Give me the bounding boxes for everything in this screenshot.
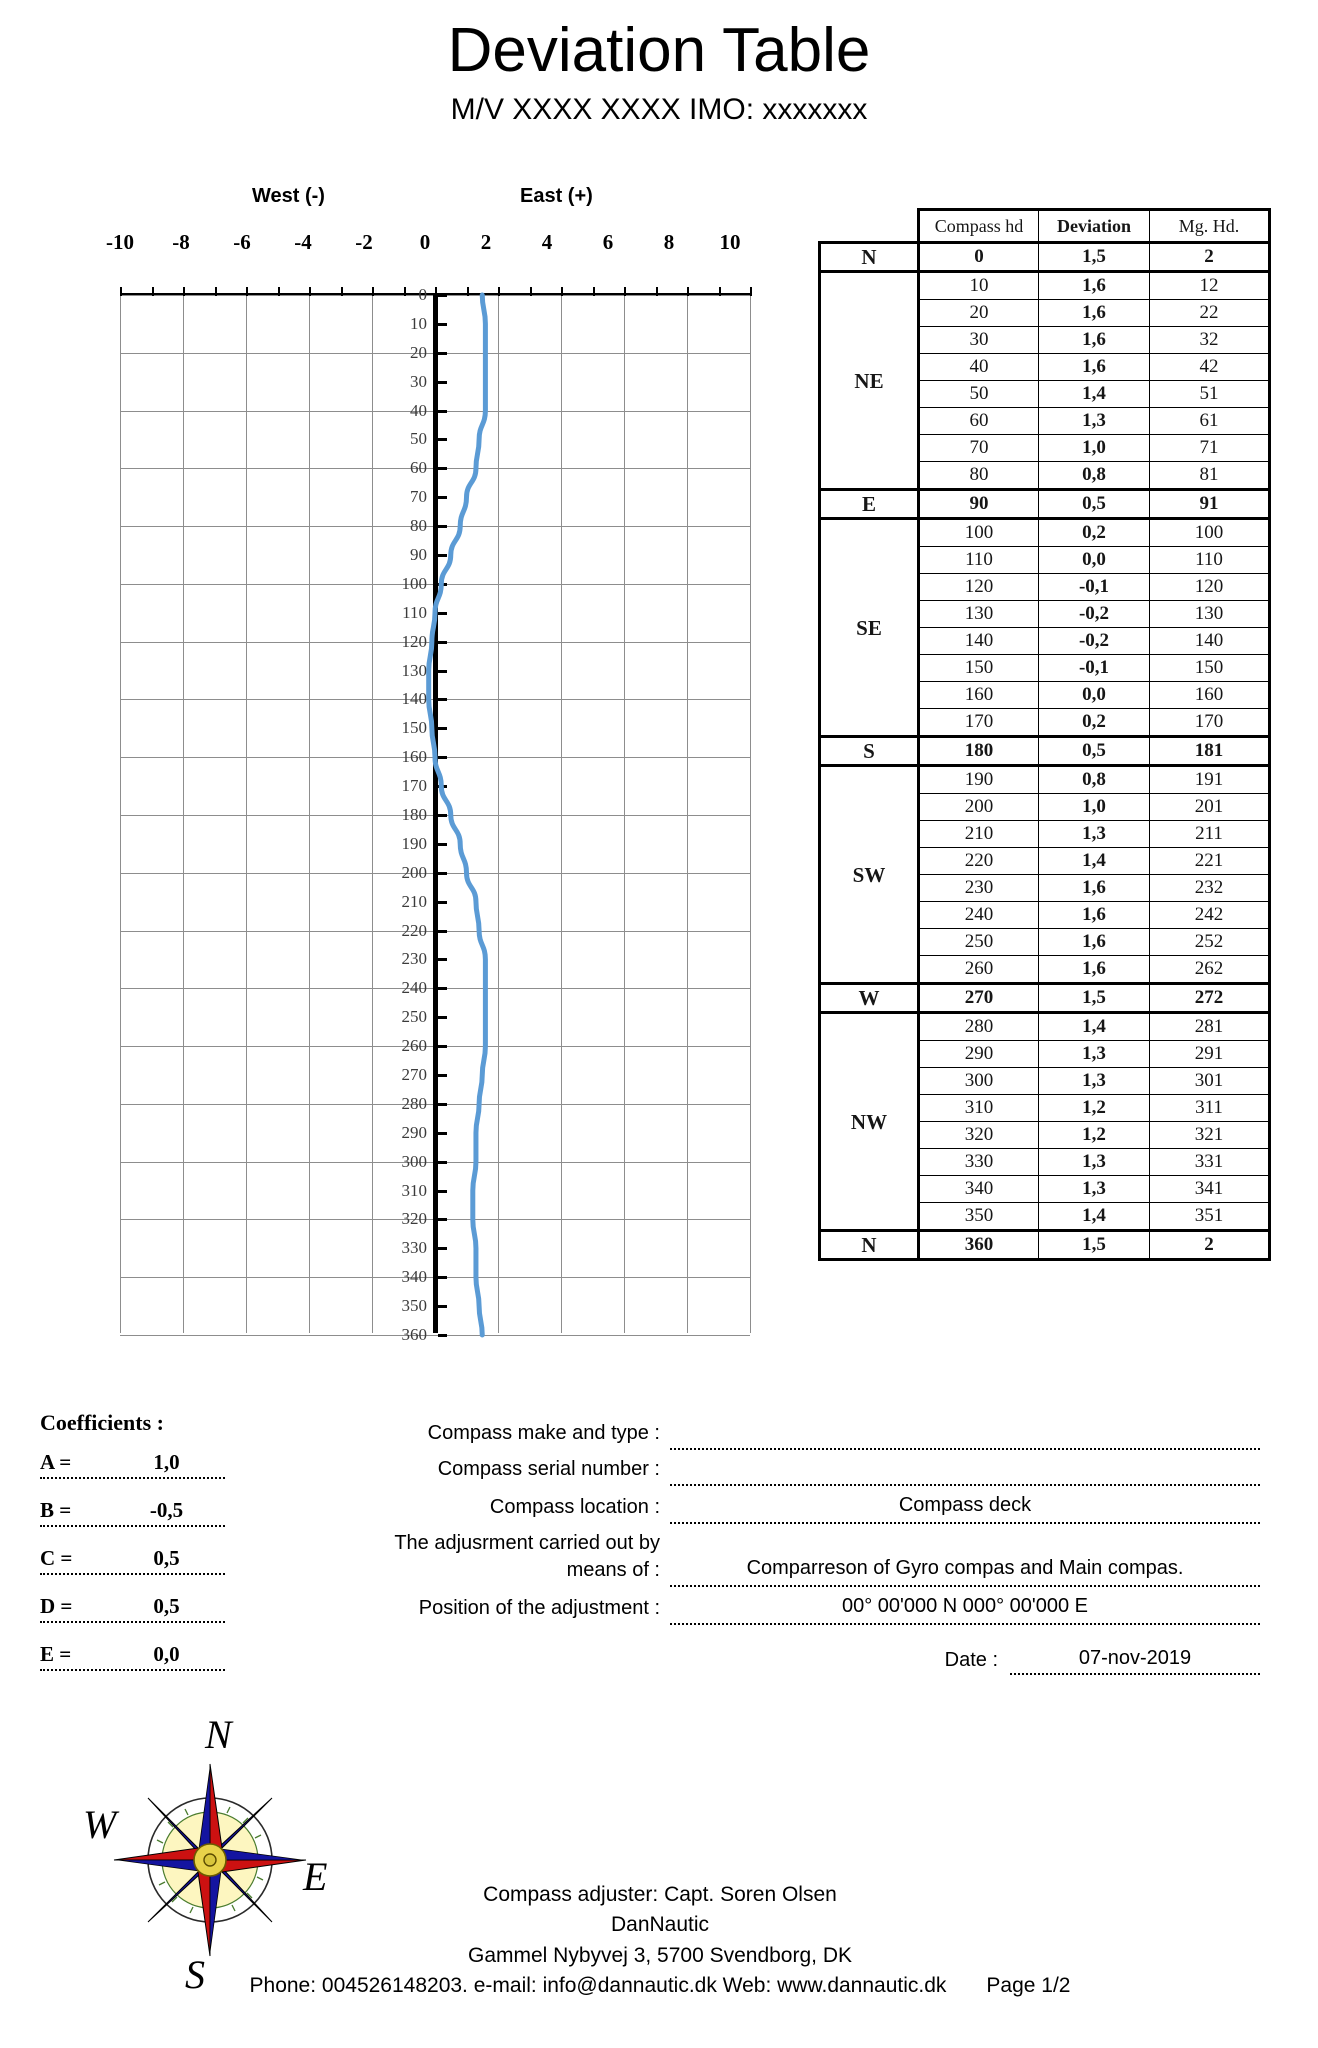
cell-quadrant: SW (820, 766, 919, 984)
cell-compass-hd: 120 (919, 574, 1039, 601)
cell-deviation: 1,5 (1039, 984, 1150, 1013)
cell-deviation: 1,6 (1039, 902, 1150, 929)
cell-compass-hd: 360 (919, 1231, 1039, 1260)
footer-address: Gammel Nybyvej 3, 5700 Svendborg, DK (467, 1943, 853, 1967)
cell-compass-hd: 50 (919, 381, 1039, 408)
cell-compass-hd: 310 (919, 1095, 1039, 1122)
form-field-value[interactable]: 00° 00'000 N 000° 00'000 E (670, 1593, 1260, 1625)
table-header-row (820, 210, 1270, 243)
cell-mg-hd: 311 (1150, 1095, 1270, 1122)
cell-compass-hd: 170 (919, 709, 1039, 737)
cell-quadrant: E (820, 490, 919, 519)
cell-quadrant: W (820, 984, 919, 1013)
form-field-label: Position of the adjustment : (418, 1597, 660, 1619)
y-tick-label: 230 (401, 949, 427, 969)
cell-mg-hd: 2 (1150, 1231, 1270, 1260)
y-tick-label: 100 (401, 573, 427, 593)
cell-deviation: 1,4 (1039, 381, 1150, 408)
cell-compass-hd: 60 (919, 408, 1039, 435)
form-row (330, 1593, 1260, 1625)
form-row (330, 1530, 1260, 1587)
cell-compass-hd: 10 (919, 272, 1039, 300)
page-title: Deviation Table (447, 16, 871, 85)
cell-deviation: 1,2 (1039, 1095, 1150, 1122)
table-row (820, 737, 1270, 766)
y-tick-label: 110 (402, 602, 427, 622)
coefficient-value[interactable]: -0,5 (149, 1498, 184, 1522)
cell-mg-hd: 221 (1150, 848, 1270, 875)
y-tick-label: 130 (401, 660, 427, 680)
y-tick-label: 300 (401, 1151, 427, 1171)
cell-deviation: 1,4 (1039, 1203, 1150, 1231)
coefficient-row (40, 1642, 225, 1671)
cell-mg-hd: 42 (1150, 354, 1270, 381)
coefficient-row (40, 1498, 225, 1527)
cell-compass-hd: 330 (919, 1149, 1039, 1176)
form-field-value[interactable] (670, 1421, 1260, 1450)
cell-deviation: 1,6 (1039, 956, 1150, 984)
table-row (820, 243, 1270, 272)
coefficients-block (40, 1410, 290, 1690)
coefficients-list (40, 1450, 290, 1671)
footer (180, 1880, 1140, 2002)
cell-mg-hd: 201 (1150, 794, 1270, 821)
coefficient-key: D = (40, 1594, 73, 1618)
cell-mg-hd: 181 (1150, 737, 1270, 766)
x-tick-label: 10 (719, 230, 741, 254)
cell-mg-hd: 321 (1150, 1122, 1270, 1149)
y-tick-label: 120 (401, 631, 427, 651)
cell-mg-hd: 2 (1150, 243, 1270, 272)
cell-deviation: 1,0 (1039, 435, 1150, 462)
cell-compass-hd: 180 (919, 737, 1039, 766)
coefficient-key: C = (40, 1546, 73, 1570)
form-rows (330, 1420, 1260, 1625)
page-number: Page 1/2 (986, 1974, 1071, 1998)
footer-company: DanNautic (610, 1913, 710, 1937)
cell-mg-hd: 281 (1150, 1013, 1270, 1041)
form-field-label: Compass serial number : (437, 1458, 660, 1480)
cell-deviation: 1,3 (1039, 1041, 1150, 1068)
cell-quadrant: N (820, 1231, 919, 1260)
cell-mg-hd: 341 (1150, 1176, 1270, 1203)
y-tick-label: 350 (401, 1296, 427, 1316)
x-tick-label: -8 (172, 230, 190, 254)
cell-mg-hd: 211 (1150, 821, 1270, 848)
date-value: 07-nov-2019 (1010, 1647, 1260, 1675)
coefficient-value[interactable]: 1,0 (153, 1450, 180, 1474)
y-tick-label: 50 (410, 429, 427, 449)
cell-compass-hd: 80 (919, 462, 1039, 490)
coefficient-row (40, 1546, 225, 1575)
header-cell-compass-hd: Compass hd (919, 210, 1039, 243)
rose-south-label: S (185, 1952, 205, 1997)
y-tick-label: 220 (401, 920, 427, 940)
cell-compass-hd: 100 (919, 519, 1039, 547)
cell-compass-hd: 130 (919, 601, 1039, 628)
cell-deviation: 1,3 (1039, 821, 1150, 848)
y-tick-label: 290 (401, 1122, 427, 1142)
cell-deviation: -0,2 (1039, 628, 1150, 655)
cell-mg-hd: 160 (1150, 682, 1270, 709)
cell-compass-hd: 290 (919, 1041, 1039, 1068)
date-label: Date : (944, 1649, 998, 1671)
coefficient-row (40, 1594, 225, 1623)
deviation-table (818, 208, 1271, 1261)
coefficient-key: A = (40, 1450, 72, 1474)
cell-deviation: 1,6 (1039, 327, 1150, 354)
form-field-value[interactable] (670, 1457, 1260, 1486)
cell-deviation: 1,3 (1039, 1149, 1150, 1176)
deviation-chart (0, 185, 770, 1344)
cell-compass-hd: 320 (919, 1122, 1039, 1149)
cell-quadrant: S (820, 737, 919, 766)
y-tick-label: 190 (401, 833, 427, 853)
x-tick-label: -6 (233, 230, 251, 254)
coefficients-title: Coefficients : (40, 1410, 165, 1435)
cell-compass-hd: 260 (919, 956, 1039, 984)
cell-mg-hd: 232 (1150, 875, 1270, 902)
form-field-value[interactable]: Comparreson of Gyro compas and Main compas. (670, 1555, 1260, 1587)
y-tick-label: 70 (410, 487, 427, 507)
table-head (820, 210, 1270, 243)
chart-vertical-gridline (750, 295, 751, 1333)
y-tick-label: 80 (410, 516, 427, 536)
header-cell-mg-hd: Mg. Hd. (1150, 210, 1270, 243)
cell-deviation: 0,2 (1039, 519, 1150, 547)
x-tick-label: 8 (663, 230, 675, 254)
footer-contact-row (180, 1971, 1140, 2001)
cell-mg-hd: 291 (1150, 1041, 1270, 1068)
y-tick-label: 280 (401, 1093, 427, 1113)
table-row (820, 519, 1270, 547)
y-tick-label: 40 (410, 400, 427, 420)
chart-east-label: East (+) (520, 185, 593, 207)
cell-compass-hd: 150 (919, 655, 1039, 682)
cell-mg-hd: 191 (1150, 766, 1270, 794)
document-header (0, 18, 1318, 127)
cell-compass-hd: 300 (919, 1068, 1039, 1095)
cell-mg-hd: 120 (1150, 574, 1270, 601)
coefficient-value[interactable]: 0,5 (153, 1546, 180, 1570)
y-tick-label: 0 (418, 285, 427, 304)
chart-west-label: West (-) (252, 185, 325, 207)
cell-mg-hd: 100 (1150, 519, 1270, 547)
coefficient-value[interactable]: 0,5 (153, 1594, 180, 1618)
form-row (330, 1492, 1260, 1524)
cell-mg-hd: 242 (1150, 902, 1270, 929)
cell-deviation: 1,4 (1039, 1013, 1150, 1041)
cell-quadrant: NE (820, 272, 919, 490)
form-field-label: Compass location : (489, 1496, 660, 1518)
cell-mg-hd: 301 (1150, 1068, 1270, 1095)
cell-deviation: 1,5 (1039, 243, 1150, 272)
table-row (820, 1013, 1270, 1041)
cell-deviation: 1,6 (1039, 272, 1150, 300)
cell-mg-hd: 12 (1150, 272, 1270, 300)
cell-quadrant: NW (820, 1013, 919, 1231)
coefficient-key: E = (40, 1642, 72, 1666)
cell-compass-hd: 20 (919, 300, 1039, 327)
cell-deviation: 0,5 (1039, 737, 1150, 766)
y-tick-label: 90 (410, 545, 427, 564)
cell-deviation: 0,5 (1039, 490, 1150, 519)
cell-deviation: 1,6 (1039, 354, 1150, 381)
coefficient-value[interactable]: 0,0 (153, 1642, 180, 1666)
cell-compass-hd: 40 (919, 354, 1039, 381)
chart-x-tick-mark (750, 287, 752, 296)
cell-mg-hd: 32 (1150, 327, 1270, 354)
form-row (330, 1420, 1260, 1450)
cell-mg-hd: 81 (1150, 462, 1270, 490)
cell-mg-hd: 110 (1150, 547, 1270, 574)
form-field-label: The adjusrment carried out by means of : (394, 1532, 660, 1581)
footer-contact: Phone: 004526148203. e-mail: info@dannautic.dk Web: www.dannautic.dk (249, 1974, 947, 1998)
y-tick-label: 60 (410, 458, 427, 478)
cell-mg-hd: 272 (1150, 984, 1270, 1013)
y-tick-label: 150 (401, 718, 427, 738)
cell-deviation: 1,5 (1039, 1231, 1150, 1260)
form-field-value[interactable]: Compass deck (670, 1492, 1260, 1524)
y-tick-label: 10 (410, 313, 427, 333)
y-tick-label: 320 (401, 1209, 427, 1229)
chart-plot-area (120, 285, 750, 1344)
date-row (330, 1647, 1260, 1675)
cell-deviation: 0,0 (1039, 682, 1150, 709)
cell-compass-hd: 210 (919, 821, 1039, 848)
cell-mg-hd: 51 (1150, 381, 1270, 408)
deviation-curve-path (429, 295, 486, 1335)
cell-compass-hd: 110 (919, 547, 1039, 574)
cell-deviation: 1,3 (1039, 1176, 1150, 1203)
table-row (820, 272, 1270, 300)
cell-mg-hd: 140 (1150, 628, 1270, 655)
cell-compass-hd: 250 (919, 929, 1039, 956)
cell-compass-hd: 30 (919, 327, 1039, 354)
cell-mg-hd: 331 (1150, 1149, 1270, 1176)
cell-compass-hd: 0 (919, 243, 1039, 272)
y-tick-label: 160 (401, 747, 427, 767)
cell-deviation: 1,6 (1039, 929, 1150, 956)
cell-mg-hd: 71 (1150, 435, 1270, 462)
y-tick-label: 20 (410, 342, 427, 362)
vessel-subtitle: M/V XXXX XXXX IMO: xxxxxxx (450, 93, 868, 127)
cell-deviation: 1,3 (1039, 1068, 1150, 1095)
y-tick-label: 240 (401, 978, 427, 998)
x-tick-label: 6 (602, 230, 614, 254)
y-tick-label: 250 (401, 1007, 427, 1027)
y-tick-label: 340 (401, 1267, 427, 1287)
cell-mg-hd: 262 (1150, 956, 1270, 984)
cell-deviation: 1,6 (1039, 875, 1150, 902)
x-tick-label: -10 (106, 230, 134, 254)
cell-compass-hd: 200 (919, 794, 1039, 821)
chart-horizontal-gridline (120, 1335, 750, 1336)
coefficient-key: B = (40, 1498, 72, 1522)
y-tick-label: 210 (401, 891, 427, 911)
table-row (820, 1231, 1270, 1260)
cell-mg-hd: 252 (1150, 929, 1270, 956)
cell-compass-hd: 90 (919, 490, 1039, 519)
cell-deviation: 0,8 (1039, 462, 1150, 490)
y-tick-label: 140 (401, 689, 427, 709)
cell-compass-hd: 240 (919, 902, 1039, 929)
y-tick-label: 270 (401, 1065, 427, 1084)
cell-mg-hd: 150 (1150, 655, 1270, 682)
cell-mg-hd: 351 (1150, 1203, 1270, 1231)
y-tick-label: 360 (401, 1325, 427, 1344)
cell-deviation: 0,0 (1039, 547, 1150, 574)
cell-compass-hd: 280 (919, 1013, 1039, 1041)
cell-deviation: 1,2 (1039, 1122, 1150, 1149)
table-body (820, 243, 1270, 1260)
cell-deviation: 1,3 (1039, 408, 1150, 435)
rose-north-label: N (205, 1712, 232, 1757)
cell-mg-hd: 91 (1150, 490, 1270, 519)
cell-mg-hd: 130 (1150, 601, 1270, 628)
cell-deviation: -0,1 (1039, 574, 1150, 601)
cell-compass-hd: 270 (919, 984, 1039, 1013)
chart-x-axis-ticks (95, 230, 755, 256)
coefficient-row (40, 1450, 225, 1479)
table-row (820, 984, 1270, 1013)
form-field-label: Compass make and type : (427, 1422, 660, 1444)
y-tick-label: 200 (401, 862, 427, 882)
cell-deviation: 0,8 (1039, 766, 1150, 794)
y-tick-label: 260 (401, 1036, 427, 1056)
cell-compass-hd: 340 (919, 1176, 1039, 1203)
cell-compass-hd: 190 (919, 766, 1039, 794)
cell-compass-hd: 70 (919, 435, 1039, 462)
cell-deviation: 1,4 (1039, 848, 1150, 875)
cell-mg-hd: 170 (1150, 709, 1270, 737)
cell-compass-hd: 220 (919, 848, 1039, 875)
compass-info-form (330, 1420, 1260, 1675)
header-cell-quadrant (820, 210, 919, 243)
cell-mg-hd: 22 (1150, 300, 1270, 327)
x-tick-label: 4 (541, 230, 553, 254)
rose-west-label: W (83, 1802, 117, 1847)
cell-deviation: 1,6 (1039, 300, 1150, 327)
cell-compass-hd: 230 (919, 875, 1039, 902)
cell-quadrant: SE (820, 519, 919, 737)
cell-deviation: 0,2 (1039, 709, 1150, 737)
cell-deviation: -0,2 (1039, 601, 1150, 628)
footer-adjuster: Compass adjuster: Capt. Soren Olsen (483, 1883, 837, 1906)
x-tick-label: 2 (480, 230, 492, 254)
cell-compass-hd: 160 (919, 682, 1039, 709)
y-tick-label: 330 (401, 1238, 427, 1258)
x-tick-label: 0 (419, 230, 431, 254)
cell-deviation: -0,1 (1039, 655, 1150, 682)
y-tick-label: 180 (401, 805, 427, 824)
cell-mg-hd: 61 (1150, 408, 1270, 435)
table-row (820, 490, 1270, 519)
cell-quadrant: N (820, 243, 919, 272)
rose-east-label: E (303, 1854, 328, 1899)
y-tick-label: 170 (401, 776, 427, 796)
cell-deviation: 1,0 (1039, 794, 1150, 821)
form-row (330, 1456, 1260, 1486)
y-tick-label: 30 (410, 371, 427, 391)
table-row (820, 766, 1270, 794)
deviation-curve (120, 295, 750, 1335)
y-tick-label: 310 (401, 1180, 427, 1200)
x-tick-label: -4 (294, 230, 312, 254)
x-tick-label: -2 (355, 230, 373, 254)
cell-compass-hd: 140 (919, 628, 1039, 655)
header-cell-deviation: Deviation (1039, 210, 1150, 243)
cell-compass-hd: 350 (919, 1203, 1039, 1231)
